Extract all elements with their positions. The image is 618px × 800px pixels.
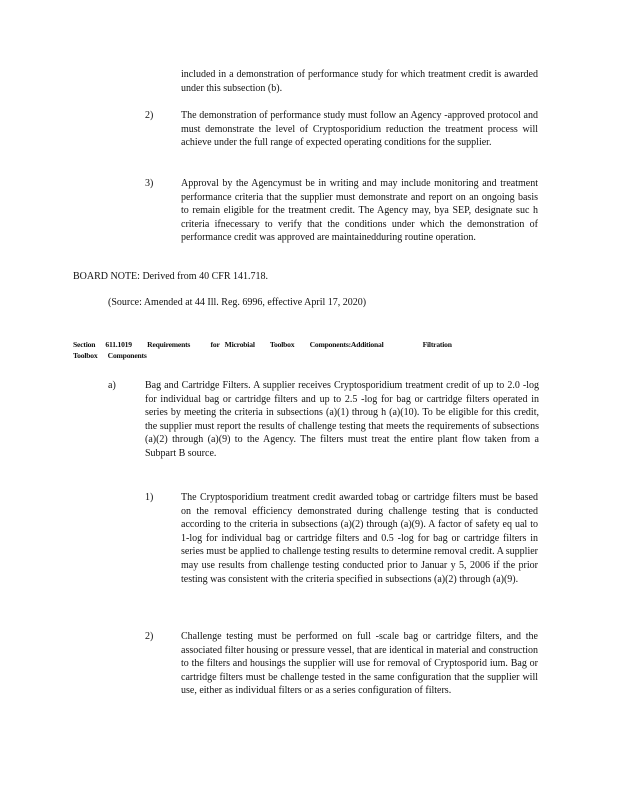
section-heading-line-1: Section 611.1019 Requirements for Microbial Toolbox Components:Additional Filtration xyxy=(73,340,452,349)
source-note: (Source: Amended at 44 Ill. Reg. 6996, effective April 17, 2020) xyxy=(108,297,367,308)
item-a-letter: a) xyxy=(108,380,116,391)
item-2-text: The demonstration of performance study must follow an Agency -approved protocol and must demonstrate the level of Cryptosporidium reduction the treatment process will achieve under the full range of expected operating conditions for the supplier. xyxy=(181,110,538,149)
item-3-number: 3) xyxy=(145,178,154,189)
item-a2-number: 2) xyxy=(145,631,154,642)
item-a-text: Bag and Cartridge Filters. A supplier receives Cryptosporidium treatment credit of up to 2.0 -log for individual bag or cartridge filters and up to 2.5 -log for bag or cartridge filters operated in series by meeting the criteria in subsections (a)(1) throug h (a)(10). To be eligible for this credit, the supplier must report the results of challenge testing that meets the requirements of subsections (a)(2) through (a)(9) to the Agency. The filters must treat the entire plant flow taken from a Subpart B source. xyxy=(145,380,539,459)
board-note: BOARD NOTE: Derived from 40 CFR 141.718. xyxy=(73,271,268,282)
item-a1-text: The Cryptosporidium treatment credit awarded tobag or cartridge filters must be based on the removal efficiency demonstrated during challenge testing that is conducted according to the criteria in subsections (a)(2) through (a)(9). A factor of safety eq ual to 1-log for individual bag or cartridge filters and 0.5 -log for bag or cartridge filters in series must be applied to challenge testing results to determine removal credit. A supplier may use results from challenge testing conducted prior to Januar y 5, 2006 if the prior testing was consistent with the criteria specified in subsections (a)(2) through (a)(9). xyxy=(181,492,538,585)
section-heading xyxy=(73,339,547,361)
item-a1-number: 1) xyxy=(145,492,154,503)
section-heading-line-2: Toolbox Components xyxy=(73,351,147,360)
item-2-number: 2) xyxy=(145,110,154,121)
item-a2-text: Challenge testing must be performed on full -scale bag or cartridge filters, and the associated filter housing or pressure vessel, that are identical in material and construction to the filters and housings the supplier will use for removal of Cryptosporid ium. Bag or cartridge filters must be challenge tested in the same configuration that the supplier will use, either as individual filters or as a series configuration of filters. xyxy=(181,631,538,697)
continuation-paragraph: included in a demonstration of performance study for which treatment credit is awarded under this subsection (b). xyxy=(181,69,538,94)
item-3-text: Approval by the Agencymust be in writing and may include monitoring and treatment performance criteria that the supplier must demonstrate and report on an ongoing basis to remain eligible for the treatment credit. The Agency may, bya SEP, designate suc h criteria ifnecessary to verify that the conditions under which the demonstration of performance credit was approved are maintainedduring routine operation. xyxy=(181,178,538,244)
